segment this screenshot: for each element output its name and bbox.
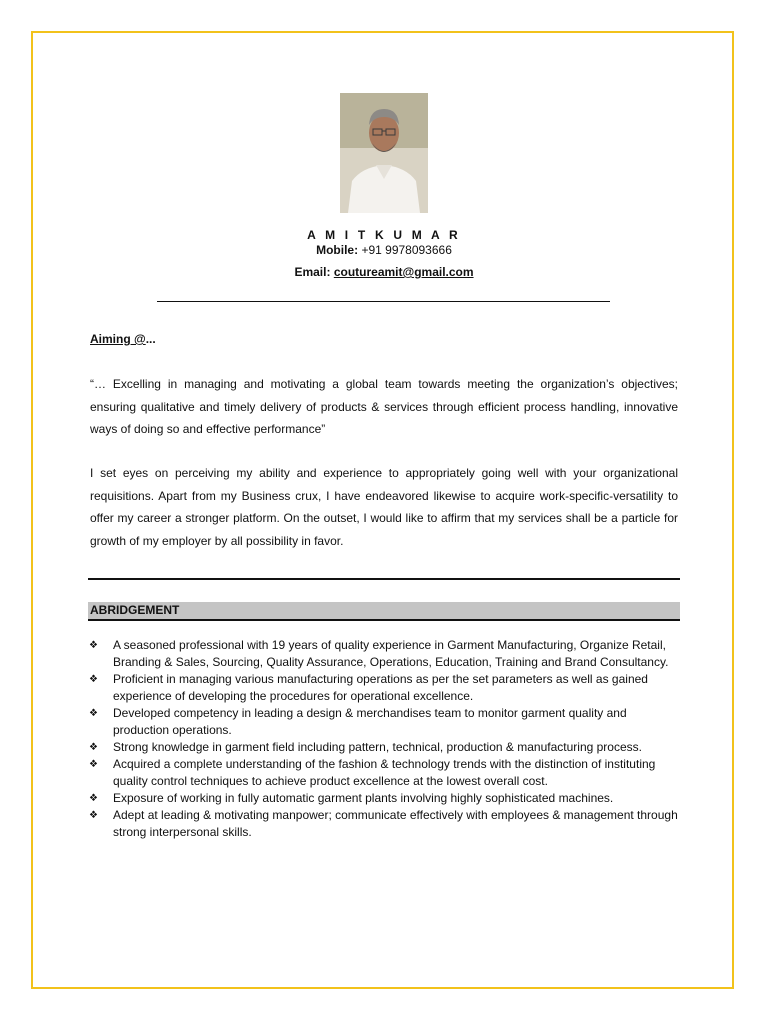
profile-photo [340,93,428,213]
diamond-bullet-icon: ❖ [89,759,98,770]
list-item [88,790,680,807]
email-line [0,265,768,279]
diamond-bullet-icon: ❖ [89,742,98,753]
email-link[interactable]: coutureamit@gmail.com [333,265,474,279]
abridgement-list [88,637,680,841]
email-label: Email: [294,265,331,279]
diamond-bullet-icon: ❖ [89,793,98,804]
abridgement-header-bar [88,602,680,621]
abridgement-title: ABRIDGEMENT [90,603,180,617]
list-item [88,705,680,739]
list-item [88,671,680,705]
aiming-heading-label: Aiming @ [90,332,146,346]
section-divider [88,578,680,580]
list-item-text: Strong knowledge in garment field including pattern, technical, production & manufacturing process. [113,740,642,754]
list-item [88,756,680,790]
list-item-text: Adept at leading & motivating manpower; communicate effectively with employees & management through strong interpersonal skills. [113,808,678,839]
header-divider [157,301,610,302]
diamond-bullet-icon: ❖ [89,640,98,651]
aiming-quote: “… Excelling in managing and motivating a global team towards meeting the organization’s objectives; ensuring qualitative and timely delivery of products & services through efficient process handling, innovative ways of doing so and effective performance” [90,377,678,436]
aiming-heading-suffix: ... [145,332,156,346]
candidate-name: A M I T K U M A R [307,228,461,242]
profile-photo-image [340,93,428,213]
aiming-statement: I set eyes on perceiving my ability and experience to appropriately going well with your organizational requisitions. Apart from my Business crux, I have endeavored likewise to acquire work-specific-versatility to offer my career a stronger platform. On the outset, I would like to affirm that my services shall be a particle for growth of my employer by all possibility in favor. [90,466,678,548]
list-item-text: Exposure of working in fully automatic garment plants involving highly sophisticated machines. [113,791,614,805]
diamond-bullet-icon: ❖ [89,674,98,685]
list-item-text: Developed competency in leading a design & merchandises team to monitor garment quality and production operations. [113,706,627,737]
mobile-number: +91 9978093666 [361,243,452,257]
mobile-line [0,243,768,257]
list-item-text: Acquired a complete understanding of the fashion & technology trends with the distinction of instituting quality control techniques to achieve product excellence at the lowest overall cost. [113,757,656,788]
diamond-bullet-icon: ❖ [89,708,98,719]
list-item [88,807,680,841]
list-item-text: Proficient in managing various manufacturing operations as per the set parameters as well as gained experience of developing the procedures for operational excellence. [113,672,648,703]
mobile-label: Mobile: [316,243,359,257]
list-item [88,739,680,756]
diamond-bullet-icon: ❖ [89,810,98,821]
aiming-heading [90,332,156,346]
list-item [88,637,680,671]
list-item-text: A seasoned professional with 19 years of quality experience in Garment Manufacturing, Organize Retail, Branding & Sales, Sourcing, Quality Assurance, Operations, Education, Training and Brand Consultancy. [113,638,669,669]
